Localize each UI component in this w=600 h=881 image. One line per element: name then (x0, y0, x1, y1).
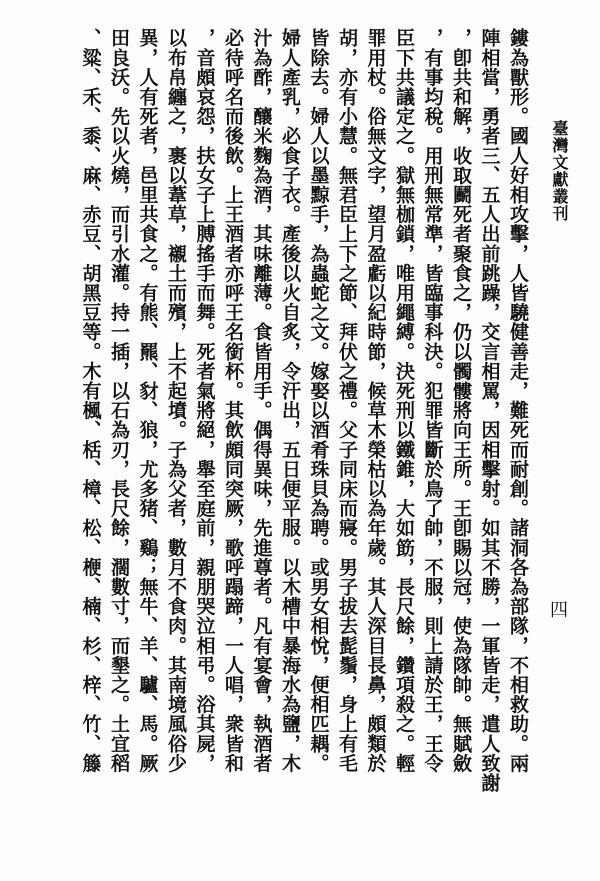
text-column-2: 陣相當，勇者三、五人出前跳躁，交言相罵，因相擊射。如其不勝，一軍皆走，遣人致謝 (478, 28, 501, 793)
text-column-13: 以布帛纏之，裹以葦草，襯土而殯，上不起墳。子為父者，數月不食肉。其南境風俗少 (165, 28, 187, 773)
text-column-7: 胡，亦有小慧。無君臣上下之節、拜伏之禮。父子同床而寢。男子拔去髭鬚，身上有毛 (336, 28, 358, 773)
text-column-11: 必待呼名而後飲。上王酒者亦呼王名銜杯。其飲頗同突厥，歌呼蹋蹄，一人唱，衆皆和 (222, 28, 244, 773)
text-column-16: 、粱、禾、黍、麻、赤豆、胡黑豆等。木有楓、栝、樟、松、楩、楠、杉、梓、竹、籐 (79, 28, 102, 773)
text-column-1: 鏤為獸形。國人好相攻擊，人皆驍健善走，難死而耐創。諸洞各為部隊，不相救助。兩 (507, 28, 529, 773)
running-header-title: 臺灣文獻叢刊 (550, 120, 569, 222)
text-column-8: 皆除去。婦人以墨黥手，為蟲蛇之文。嫁娶以酒肴珠貝為聘。或男女相悅，便相匹耦。 (307, 28, 330, 773)
text-column-14: 異，人有死者，邑里共食之。有熊、羆、豺、狼，尤多猪、鷄；無牛、羊、驢、馬。厥 (136, 28, 159, 773)
text-column-10: 汁為酢，釀米麴為酒，其味離薄。食皆用手。偶得異味，先進尊者。凡有宴會，執酒者 (250, 28, 273, 773)
text-column-9: 婦人產乳，必食子衣。產後以火自炙，令汗出，五日便平服。以木槽中暴海水為鹽，木 (279, 28, 301, 773)
text-column-3: ，卽共和解，收取鬬死者聚食之，仍以髑髏將向王所。王卽賜以冠，使為隊帥。無賦斂 (450, 28, 472, 773)
main-text-body (12, 28, 532, 868)
page-number: 四 (547, 600, 568, 618)
text-column-5: 臣下共議定之。獄無枷鎖，唯用繩縛。決死刑以鐵錐，大如筯，長尺餘，鑽項殺之。輕 (393, 28, 415, 773)
text-column-6: 罪用杖。俗無文字，望月盈虧以紀時節，候草木榮枯以為年歲。其人深目長鼻，頗類於 (364, 28, 387, 773)
text-column-4: ，有事均稅。用刑無常準，皆臨事科決。犯罪皆斷於鳥了帥，不服，則上請於王，王令 (421, 28, 444, 773)
text-column-15: 田良沃。先以火燒，而引水灌。持一插，以石為刃，長尺餘，濶數寸，而墾之。土宜稻 (108, 28, 130, 773)
text-column-12: ，音頗哀怨，扶女子上膊搖手而舞。死者氣將絕，舉至庭前，親朋哭泣相弔。浴其屍， (193, 28, 216, 773)
